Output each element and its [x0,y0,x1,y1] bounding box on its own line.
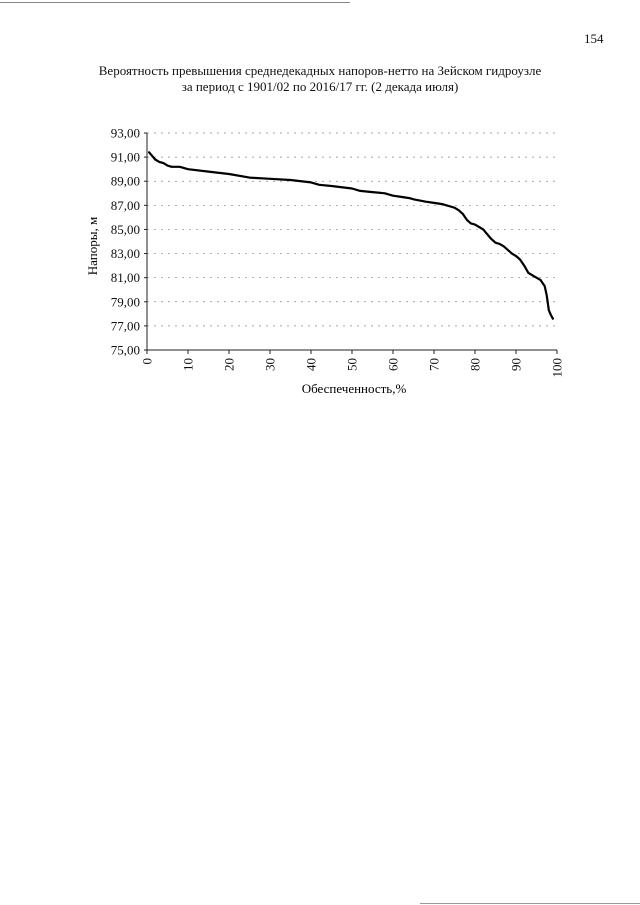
y-tick-label: 77,00 [110,318,140,334]
x-axis-label: Обеспеченность,% [301,381,407,396]
tick-labels [111,126,565,378]
y-tick-label: 91,00 [110,149,140,165]
y-tick-label: 85,00 [110,221,140,237]
scan-bottom-edge-line [420,903,640,904]
x-tick-label: 40 [303,358,319,371]
x-tick-label: 50 [344,358,360,371]
x-tick-label: 90 [508,358,524,371]
grid-lines [147,133,557,326]
chart-title-line-1: Вероятность превышения среднедекадных напоров-нетто на Зейском гидроузле [98,63,542,78]
x-tick-label: 80 [467,358,483,371]
x-tick-label: 100 [549,358,565,378]
series-line [149,152,553,318]
x-tick-label: 60 [385,358,401,371]
chart-title-line-2: за период с 1901/02 по 2016/17 гг. (2 декада июля) [181,79,459,94]
x-tick-label: 0 [139,358,155,365]
x-tick-label: 20 [221,358,237,371]
x-tick-label: 70 [426,358,442,371]
x-tick-label: 10 [180,358,196,371]
page-number: 154 [584,31,604,46]
y-axis-label: Напоры, м [85,216,100,276]
y-tick-label: 83,00 [110,246,140,262]
y-tick-label: 75,00 [110,342,140,358]
series-lines [149,152,553,318]
y-tick-label: 87,00 [110,197,140,213]
y-tick-label: 81,00 [110,270,140,286]
y-tick-label: 93,00 [110,125,140,141]
x-tick-label: 30 [262,358,278,371]
y-tick-label: 89,00 [110,173,140,189]
y-tick-label: 79,00 [110,294,140,310]
